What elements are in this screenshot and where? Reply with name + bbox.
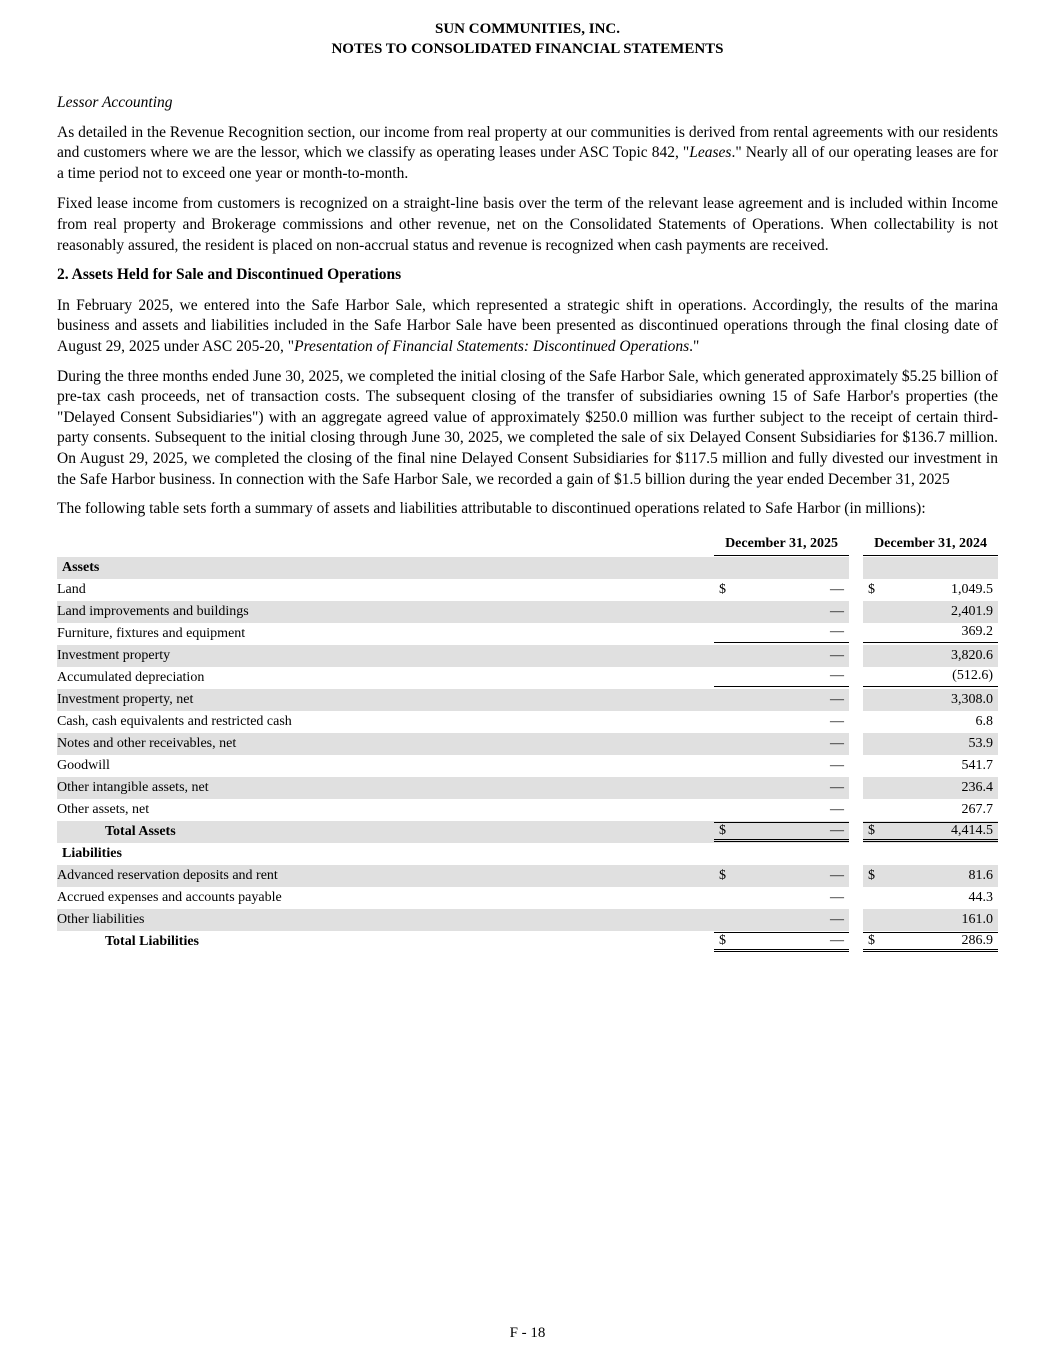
cell-value: 267.7 xyxy=(961,801,993,817)
table-row xyxy=(57,865,998,887)
value-2024 xyxy=(863,689,998,711)
total-row xyxy=(57,821,998,843)
currency-symbol: $ xyxy=(868,581,875,597)
discontinued-operations-table xyxy=(57,535,998,953)
cell-value: 369.2 xyxy=(961,624,993,640)
value-2024 xyxy=(863,601,998,623)
cell-value: 53.9 xyxy=(968,735,993,751)
row-label: Notes and other receivables, net xyxy=(57,733,714,755)
value-2024 xyxy=(863,931,998,953)
cell-value: — xyxy=(830,603,844,619)
table-row xyxy=(57,799,998,821)
currency-symbol: $ xyxy=(719,867,726,883)
currency-symbol: $ xyxy=(719,822,726,838)
value-2024 xyxy=(863,667,998,689)
table-row xyxy=(57,711,998,733)
value-2025 xyxy=(714,865,849,887)
value-2025 xyxy=(714,689,849,711)
value-2025 xyxy=(714,755,849,777)
cell-value: 3,308.0 xyxy=(951,691,993,707)
value-2024 xyxy=(863,623,998,645)
cell-value: — xyxy=(830,889,844,905)
cell-value: — xyxy=(830,691,844,707)
cell-value: — xyxy=(830,624,844,640)
cell-value: 3,820.6 xyxy=(951,647,993,663)
row-label: Investment property xyxy=(57,645,714,667)
value-2024 xyxy=(863,755,998,777)
value-2024 xyxy=(863,865,998,887)
cell-value: — xyxy=(830,932,844,948)
table-row xyxy=(57,887,998,909)
value-2024 xyxy=(863,579,998,601)
value-2025 xyxy=(714,777,849,799)
cell-value: — xyxy=(830,867,844,883)
value-2025 xyxy=(714,623,849,645)
row-label: Other assets, net xyxy=(57,801,150,817)
cell-value: 286.9 xyxy=(961,932,993,948)
column-header-2024: December 31, 2024 xyxy=(863,535,998,557)
row-label: Accumulated depreciation xyxy=(57,669,205,685)
cell-value: 44.3 xyxy=(968,889,993,905)
cell-value: — xyxy=(830,779,844,795)
value-2025 xyxy=(714,733,849,755)
table-header-row xyxy=(57,535,998,557)
cell-value: — xyxy=(830,801,844,817)
value-2024 xyxy=(863,887,998,909)
cell-value: — xyxy=(830,757,844,773)
row-label: Other intangible assets, net xyxy=(57,777,714,799)
table-row xyxy=(57,623,998,645)
table-row xyxy=(57,645,998,667)
table-row xyxy=(57,667,998,689)
company-name: SUN COMMUNITIES, INC. xyxy=(434,21,621,37)
value-2024 xyxy=(863,821,998,843)
cell-value: — xyxy=(830,713,844,729)
row-label: Accrued expenses and accounts payable xyxy=(57,889,282,905)
section-2-heading: 2. Assets Held for Sale and Discontinued Operations xyxy=(57,266,402,284)
section-2-paragraph-2: During the three months ended June 30, 2025, we completed the initial closing of the Safe Harbor Sale, which generated approximately $5.25 billion of pre-tax cash proceeds, net of transaction costs. The subsequent closing of the transfer of subsidiaries owning 15 of Safe Harbor's properties (the "Delayed Consent Subsidiaries") with an aggregate agreed value of approximately $250.0 million was further subject to the receipt of certain third-party consents. Subsequent to the initial closing through June 30, 2025, we completed the sale of six Delayed Consent Subsidiaries for $136.7 million. On August 29, 2025, we completed the closing of the final nine Delayed Consent Subsidiaries for $117.5 million and fully divested our investment in the Safe Harbor business. In connection with the Safe Harbor Sale, we recorded a gain of $1.5 billion during the year ended December 31, 2025 xyxy=(57,367,998,488)
value-2025 xyxy=(714,667,849,689)
currency-symbol: $ xyxy=(868,932,875,948)
section-heading: Assets xyxy=(57,557,714,579)
cell-value: (512.6) xyxy=(952,668,993,684)
value-2025 xyxy=(714,821,849,843)
table-row xyxy=(57,601,998,623)
total-row xyxy=(57,931,998,953)
row-label: Furniture, fixtures and equipment xyxy=(57,625,246,641)
lessor-paragraph-1: As detailed in the Revenue Recognition section, our income from real property at our communities is derived from rental agreements with our residents and customers where we are the lessor, which we classify as operating leases under ASC Topic 842, "Leases." Nearly all of our operating leases are for a time period not to exceed one year or month-to-month. xyxy=(57,123,998,182)
row-label: Total Assets xyxy=(57,821,714,843)
currency-symbol: $ xyxy=(719,581,726,597)
table-section-row xyxy=(57,557,998,579)
value-2024 xyxy=(863,799,998,821)
section-heading: Liabilities xyxy=(62,845,122,861)
table-row xyxy=(57,579,998,601)
currency-symbol: $ xyxy=(868,822,875,838)
value-2025 xyxy=(714,931,849,953)
cell-value: — xyxy=(830,822,844,838)
cell-value: 236.4 xyxy=(961,779,993,795)
lessor-accounting-heading: Lessor Accounting xyxy=(57,94,173,111)
value-2024 xyxy=(863,909,998,931)
table-row xyxy=(57,777,998,799)
document-page xyxy=(57,0,998,953)
row-label: Total Liabilities xyxy=(105,933,200,949)
row-label: Advanced reservation deposits and rent xyxy=(57,865,714,887)
table-row xyxy=(57,909,998,931)
row-label: Cash, cash equivalents and restricted cash xyxy=(57,713,292,729)
value-2025 xyxy=(714,645,849,667)
table-row xyxy=(57,733,998,755)
cell-value: 1,049.5 xyxy=(951,581,993,597)
currency-symbol: $ xyxy=(868,867,875,883)
value-2025 xyxy=(714,909,849,931)
row-label: Land improvements and buildings xyxy=(57,601,714,623)
document-title: NOTES TO CONSOLIDATED FINANCIAL STATEMENTS xyxy=(331,41,724,57)
value-2025 xyxy=(714,887,849,909)
cell-value: — xyxy=(830,668,844,684)
value-2024 xyxy=(863,777,998,799)
row-label: Land xyxy=(57,581,86,597)
section-2-paragraph-1: In February 2025, we entered into the Safe Harbor Sale, which represented a strategic shift in operations. Accordingly, the results of the marina business and assets and liabilities included in the Safe Harbor Sale have been presented as discontinued operations through the final closing date of August 29, 2025 under ASC 205-20, "Presentation of Financial Statements: Discontinued Operations." xyxy=(57,296,998,355)
value-2025 xyxy=(714,799,849,821)
lessor-paragraph-2: Fixed lease income from customers is recognized on a straight-line basis over the term of the relevant lease agreement and is included within Income from real property and Brokerage commissions and other revenue, net on the Consolidated Statements of Operations. When collectability is not reasonably assured, the resident is placed on non-accrual status and revenue is recognized when cash payments are received. xyxy=(57,195,998,254)
currency-symbol: $ xyxy=(719,932,726,948)
table-row xyxy=(57,689,998,711)
cell-value: 4,414.5 xyxy=(951,822,993,838)
row-label: Other liabilities xyxy=(57,909,714,931)
value-2025 xyxy=(714,601,849,623)
value-2024 xyxy=(863,645,998,667)
value-2024 xyxy=(863,733,998,755)
row-label: Goodwill xyxy=(57,757,110,773)
cell-value: 541.7 xyxy=(961,757,993,773)
table-section-row xyxy=(57,843,998,865)
cell-value: — xyxy=(830,581,844,597)
table-row xyxy=(57,755,998,777)
cell-value: — xyxy=(830,735,844,751)
value-2024 xyxy=(863,711,998,733)
section-2-paragraph-3: The following table sets forth a summary of assets and liabilities attributable to discontinued operations related to Safe Harbor (in millions): xyxy=(57,500,926,518)
cell-value: — xyxy=(830,647,844,663)
cell-value: 2,401.9 xyxy=(951,603,993,619)
cell-value: — xyxy=(830,911,844,927)
row-label: Investment property, net xyxy=(57,689,714,711)
cell-value: 161.0 xyxy=(961,911,993,927)
page-number: F - 18 xyxy=(509,1325,546,1341)
value-2025 xyxy=(714,579,849,601)
column-header-2025: December 31, 2025 xyxy=(714,535,849,557)
cell-value: 81.6 xyxy=(968,867,993,883)
value-2025 xyxy=(714,711,849,733)
cell-value: 6.8 xyxy=(975,713,993,729)
